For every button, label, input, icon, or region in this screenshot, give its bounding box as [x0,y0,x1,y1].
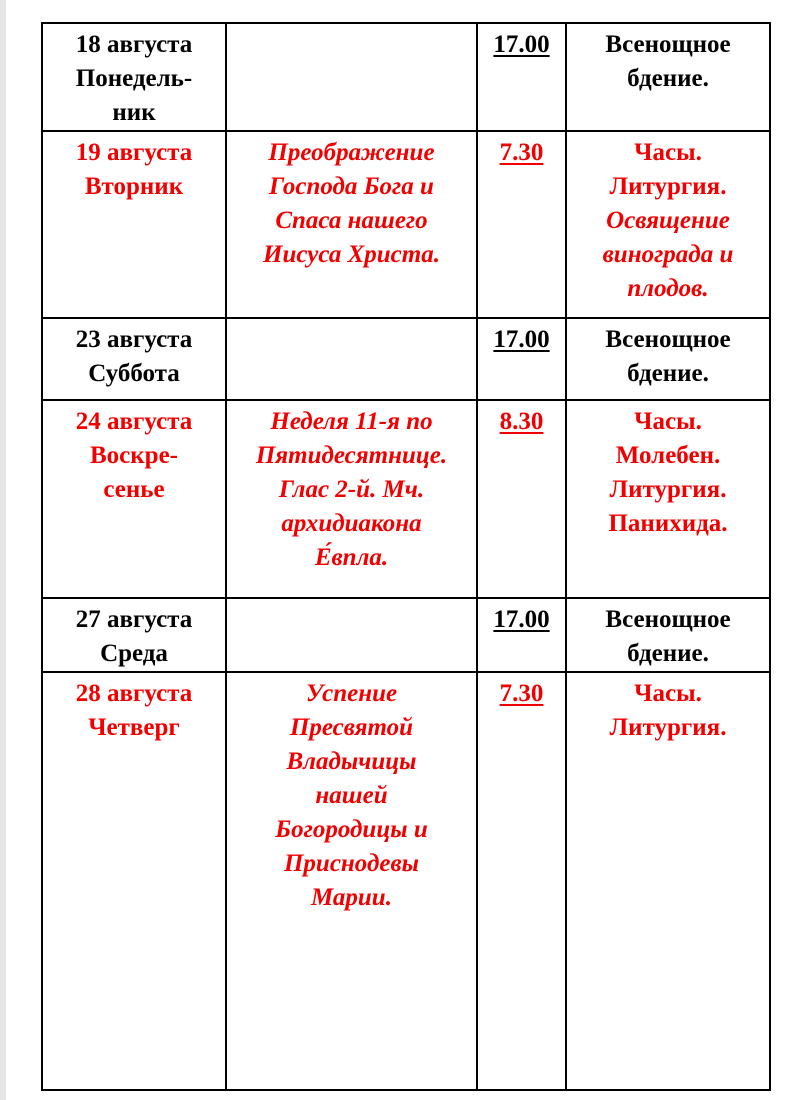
service-note: плодов. [627,275,709,302]
schedule-row [42,318,770,400]
weekday-text: сенье [103,476,165,503]
service-text: Всенощное [605,326,731,353]
service-time: 17.00 [493,31,550,58]
schedule-row [42,598,770,672]
feast-text: Преображение [268,139,435,166]
service-text: Панихида. [608,510,728,537]
time-cell [477,400,566,598]
date-cell [42,23,226,131]
time-cell [477,672,566,1090]
weekday-text: Воскре- [89,442,178,469]
service-note: винограда и [602,241,734,268]
feast-text: Глас 2-й. Мч. [278,476,425,503]
weekday-text: Четверг [88,714,180,741]
feast-cell [226,23,477,131]
schedule-row [42,400,770,598]
service-time: 7.30 [499,680,544,707]
feast-text: архидиакона [281,510,422,537]
feast-text: Спаса нашего [275,207,428,234]
date-text: 19 августа [75,139,193,166]
weekday-text: Суббота [88,360,180,387]
date-text: 27 августа [75,606,193,633]
weekday-text: ник [112,99,156,126]
service-cell [566,23,770,131]
service-cell [566,318,770,400]
time-cell [477,23,566,131]
feast-text: нашей [315,782,388,809]
service-text: Всенощное [605,31,731,58]
feast-text: Успение [305,680,398,707]
feast-text: Е́впла. [314,544,389,571]
feast-text: Пресвятой [289,714,414,741]
service-text: Часы. [634,408,702,435]
feast-text: Владычицы [286,748,417,775]
service-cell [566,598,770,672]
feast-text: Пятидесятнице. [255,442,448,469]
service-text: Литургия. [609,476,727,503]
service-text: Часы. [634,680,702,707]
service-text: Молебен. [615,442,721,469]
service-time: 17.00 [493,326,550,353]
date-text: 18 августа [75,31,193,58]
feast-text: Иисуса Христа. [263,241,440,268]
service-text: бдение. [627,640,709,667]
feast-cell [226,672,477,1090]
time-cell [477,131,566,318]
time-cell [477,598,566,672]
feast-text: Марии. [311,884,392,911]
weekday-text: Среда [100,640,168,667]
service-time: 7.30 [499,139,544,166]
time-cell [477,318,566,400]
date-cell [42,400,226,598]
feast-cell [226,598,477,672]
feast-text: Господа Бога и [269,173,434,200]
page-edge [0,0,6,1100]
service-text: Литургия. [609,714,727,741]
feast-cell [226,400,477,598]
feast-cell [226,318,477,400]
service-time: 8.30 [499,408,544,435]
service-cell [566,672,770,1090]
schedule-row [42,23,770,131]
date-cell [42,598,226,672]
date-cell [42,131,226,318]
service-cell [566,400,770,598]
schedule-row [42,131,770,318]
feast-text: Богородицы и [275,816,428,843]
feast-cell [226,131,477,318]
service-note: Освящение [606,207,730,234]
schedule-row [42,672,770,1090]
feast-text: Приснодевы [283,850,419,877]
service-text: Часы. [634,139,702,166]
feast-text: Неделя 11-я по [270,408,433,435]
service-time: 17.00 [493,606,550,633]
date-text: 28 августа [75,680,193,707]
service-text: бдение. [627,65,709,92]
date-cell [42,672,226,1090]
date-text: 24 августа [75,408,193,435]
weekday-text: Вторник [84,173,184,200]
service-text: Всенощное [605,606,731,633]
service-schedule-table [41,22,771,1091]
service-text: Литургия. [609,173,727,200]
date-cell [42,318,226,400]
weekday-text: Понедель- [75,65,193,92]
service-cell [566,131,770,318]
service-text: бдение. [627,360,709,387]
date-text: 23 августа [75,326,193,353]
